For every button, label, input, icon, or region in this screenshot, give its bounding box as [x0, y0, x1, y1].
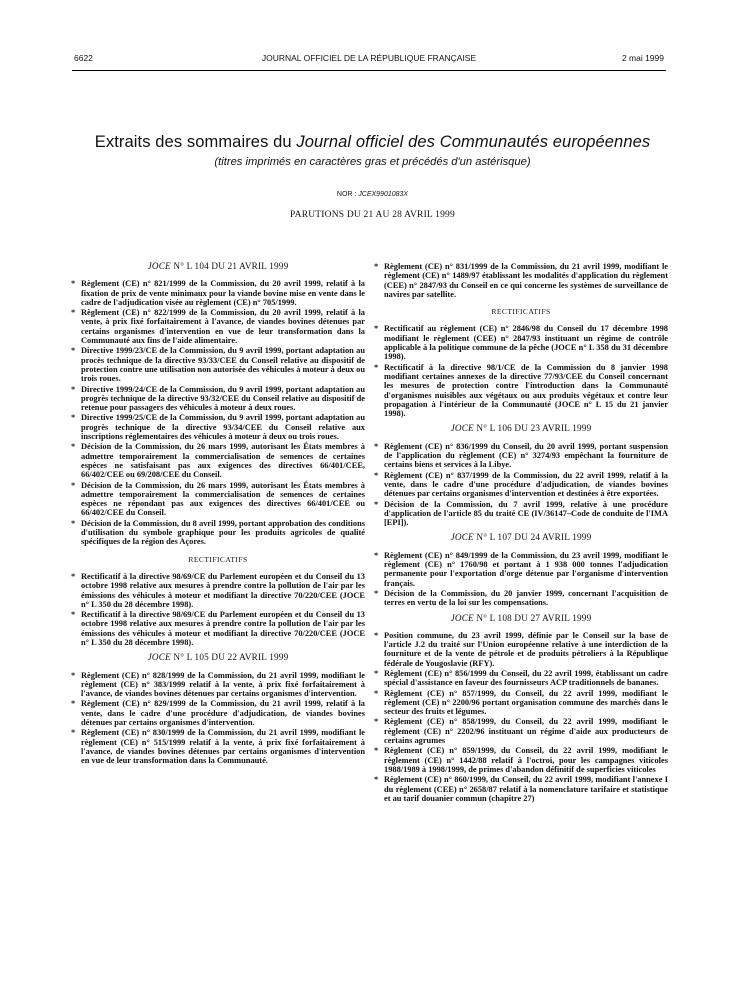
asterisk-icon: *: [71, 442, 76, 452]
list-item-text: Décision de la Commission, du 8 avril 1999, portant approbation des conditions d'utilisation du symbole graphique pour les produits agricoles de qualité spécifiques de la région des Açores.: [81, 518, 365, 547]
list-item: [374, 717, 668, 745]
joce-label: JOCE: [450, 423, 474, 434]
list-item-text: Règlement (CE) n° 836/1999 du Conseil, du 20 avril 1999, portant suspension de l'application du règlement (CE) n° 3274/93 empêchant la fourniture de certains biens et services à la Libye.: [384, 441, 668, 470]
section-heading-l106: [374, 424, 668, 433]
asterisk-icon: *: [71, 571, 76, 581]
list-item-text: Règlement (CE) n° 828/1999 de la Commission, du 21 avril 1999, modifiant le règlement (CE) n° 383/1999 relatif à la vente, à prix fixé forfaitairement à l'avance, de viandes bovines détenues par certains organismes d'intervention.: [81, 670, 365, 699]
list-item: [374, 669, 668, 688]
list-item-text: Règlement (CE) n° 831/1999 de la Commission, du 21 avril 1999, modifiant le règlement (CE) n° 1489/97 établissant les modalités d'application du règlement (CEE) n° 2847/93 du Conseil en ce qui concerne les systèmes de surveillance de navires par satellite.: [384, 262, 668, 299]
nor-code: JCEX9901083X: [358, 191, 409, 198]
page-title: [80, 133, 665, 152]
asterisk-icon: *: [374, 262, 379, 271]
header-rule: [72, 70, 666, 71]
asterisk-icon: *: [71, 384, 76, 394]
asterisk-icon: *: [71, 670, 76, 680]
asterisk-icon: *: [374, 588, 379, 598]
list-item: [71, 610, 365, 647]
list-item: [71, 385, 365, 413]
list-item: [374, 589, 668, 608]
rectificatifs-heading: RECTIFICATIFS: [491, 307, 551, 317]
list-item-text: Décision de la Commission, du 26 mars 1999, autorisant les États membres à admettre temporairement la commercialisation de semences de certaines espèces ne satisfaisant pas aux exigences des directives 66/401/CEE, 66/402/CEE ou 69/208/CEE du Conseil.: [81, 442, 365, 480]
list-item: [374, 471, 668, 499]
page-number: 6622: [74, 53, 93, 63]
list-item: [71, 728, 365, 765]
list-item: [374, 442, 668, 470]
asterisk-icon: *: [71, 728, 76, 738]
asterisk-icon: *: [71, 480, 76, 490]
list-item: [374, 689, 668, 717]
list-item: [71, 308, 365, 345]
list-item: [71, 413, 365, 441]
asterisk-icon: *: [374, 717, 379, 727]
list-item-text: Directive 1999/23/CE de la Commission, du 9 avril 1999, portant adaptation au procès technique de la directive 93/33/CEE du Conseil relative au dispositif de protection contre une utilisation non autorisée des véhicules à moteur à deux ou trois roues.: [81, 346, 365, 384]
page-title-journal: Journal officiel des Communautés européennes: [296, 133, 651, 151]
asterisk-icon: *: [374, 746, 379, 756]
list-item: [374, 775, 668, 803]
parutions-heading: PARUTIONS DU 21 AU 28 AVRIL 1999: [290, 210, 455, 220]
list-item: [374, 631, 668, 668]
asterisk-icon: *: [374, 775, 379, 785]
list-item: [374, 262, 668, 299]
list-item: [374, 363, 668, 419]
asterisk-icon: *: [374, 550, 379, 560]
list-item-text: Directive 1999/24/CE de la Commission, du 9 avril 1999, portant adaptation au progrès technique de la directive 93/32/CEE du Conseil relative au dispositif de retenue pour passagers des véhicules à moteur à deux roues.: [81, 384, 365, 413]
list-item: [71, 481, 365, 518]
section-heading-text: N° L 105 DU 22 AVRIL 1999: [170, 652, 289, 663]
section-heading-text: N° L 104 DU 21 AVRIL 1999: [170, 261, 289, 271]
list-item-text: Règlement (CE) n° 822/1999 de la Commission, du 20 avril 1999, relatif à la vente, à prix fixé forfaitairement à l'avance, de viandes bovines détenues par certains organismes d'intervention en vue de leur transformation dans la Communauté aux fins de l'aide alimentaire.: [81, 308, 365, 346]
section-heading-l105: [71, 653, 365, 662]
asterisk-icon: *: [374, 324, 379, 334]
asterisk-icon: *: [71, 413, 76, 423]
list-item: [374, 500, 668, 528]
journal-title: JOURNAL OFFICIEL DE LA RÉPUBLIQUE FRANÇAISE: [261, 53, 477, 63]
section-heading-text: N° L 108 DU 27 AVRIL 1999: [473, 612, 592, 623]
list-item-text: Règlement (CE) n° 830/1999 de la Commission, du 21 avril 1999, modifiant le règlement (CE) n° 515/1999 relatif à la vente, à prix fixé forfaitairement à l'avance, de viandes bovines détenues par certains organismes d'intervention en vue de leur transformation dans la Communauté.: [81, 728, 365, 766]
list-item-text: Rectificatif à la directive 98/1/CE de la Commission du 8 janvier 1998 modifiant certaines annexes de la directive 77/93/CEE du Conseil concernant les mesures de protection contre l'introduction dans la Communauté d'organismes nuisibles aux végétaux ou aux produits végétaux et contre leur propagation à l'intérieur de la Communauté (JOCE n° L 15 du 21 janvier 1998).: [384, 362, 668, 419]
asterisk-icon: *: [71, 610, 76, 620]
section-heading-l104: [71, 262, 365, 271]
list-item-text: Règlement (CE) n° 849/1999 de la Commission, du 23 avril 1999, modifiant le règlement (CE) n° 1760/98 et portant à 1 938 000 tonnes l'adjudication permanente pour l'exportation d'orge détenue par l'organisme d'intervention français.: [384, 550, 668, 588]
page-subtitle: (titres imprimés en caractères gras et précédés d'un astérisque): [214, 156, 531, 168]
nor-reference: [80, 191, 665, 198]
asterisk-icon: *: [71, 308, 76, 318]
asterisk-icon: *: [374, 441, 379, 451]
list-item-text: Règlement (CE) n° 837/1999 de la Commission, du 22 avril 1999, relatif à la vente, dans le cadre d'une procédure d'adjudication, de viandes bovines détenues par certains organismes d'intervention et destinées à être exportées.: [384, 470, 668, 499]
list-item: [71, 671, 365, 699]
list-item: [71, 519, 365, 547]
section-heading-l107: [374, 533, 668, 542]
list-item-text: Décision de la Commission, du 20 janvier 1999, concernant l'acquisition de terres en vertu de la loi sur les compensations.: [384, 588, 668, 608]
list-item-text: Règlement (CE) n° 856/1999 du Conseil, du 22 avril 1999, établissant un cadre spécial d'assistance en faveur des fournisseurs ACP traditionnels de bananes.: [384, 668, 668, 688]
list-item-text: Règlement (CE) n° 859/1999, du Conseil, du 22 avril 1999, modifiant le règlement (CE) n° 1442/88 relatif à l'octroi, pour les campagnes viticoles 1988/1989 à 1998/1999, de primes d'abandon définitif de superficies viticoles: [384, 746, 668, 774]
list-item: [374, 746, 668, 774]
list-item-text: Décision de la Commission, du 26 mars 1999, autorisant les États membres à admettre temporairement la commercialisation de semences de certaines espèces ne répondant pas aux exigences des directives 66/401/CEE ou 66/402/CEE du Conseil.: [81, 480, 365, 518]
asterisk-icon: *: [374, 470, 379, 480]
asterisk-icon: *: [374, 362, 379, 372]
list-item-text: Règlement (CE) n° 829/1999 de la Commission, du 21 avril 1999, relatif à la vente, dans le cadre d'une procédure d'adjudication, de viandes bovines détenues par certains organismes d'intervention.: [81, 699, 365, 728]
section-heading-l108: [374, 614, 668, 623]
issue-date: 2 mai 1999: [621, 53, 664, 63]
list-item-text: Rectificatif à la directive 98/69/CE du Parlement européen et du Conseil du 13 octobre 1998 relative aux mesures à prendre contre la pollution de l'air par les émissions des véhicules à moteur et modifiant la directive 70/220/CEE (JOCE n° L 350 du 28 décembre 1998).: [81, 571, 365, 609]
list-item: [71, 279, 365, 307]
list-item-text: Règlement (CE) n° 858/1999, du Conseil, du 22 avril 1999, modifiant le règlement (CE) n° 2202/96 instituant un régime d'aide aux producteurs de certains agrumes: [384, 717, 668, 746]
list-item: [71, 699, 365, 727]
list-item: [71, 572, 365, 609]
list-item: [374, 324, 668, 361]
list-item: [71, 442, 365, 479]
joce-label: JOCE: [147, 652, 171, 663]
list-item: [374, 551, 668, 588]
section-heading-text: N° L 107 DU 24 AVRIL 1999: [473, 532, 592, 543]
asterisk-icon: *: [374, 688, 379, 698]
asterisk-icon: *: [71, 346, 76, 356]
asterisk-icon: *: [374, 668, 379, 678]
asterisk-icon: *: [374, 499, 379, 509]
asterisk-icon: *: [71, 518, 76, 528]
left-column: [71, 258, 365, 767]
list-item-text: Rectificatif au règlement (CE) n° 2846/98 du Conseil du 17 décembre 1998 modifiant le règlement (CEE) n° 2847/93 instituant un régime de contrôle applicable à la politique commune de la pêche (JOCE n° L 358 du 31 décembre 1998).: [384, 324, 668, 362]
list-item-text: Position commune, du 23 avril 1999, définie par le Conseil sur la base de l'article J.2 du traité sur l'Union européenne relative à une interdiction de la fourniture et de la vente de pétrole et de produits pétroliers à la République fédérale de Yougoslavie (RFY).: [384, 630, 668, 668]
list-item-text: Directive 1999/25/CE de la Commission, du 9 avril 1999, portant adaptation au progrès technique de la directive 93/34/CEE du Conseil relative aux inscriptions réglementaires des véhicules à moteur à deux ou trois roues.: [81, 413, 365, 442]
list-item-text: Rectificatif à la directive 98/69/CE du Parlement européen et du Conseil du 13 octobre 1998 relative aux mesures à prendre contre la pollution de l'air par les émissions des véhicules à moteur et modifiant la directive 70/220/CEE (JOCE n° L 350 du 28 décembre 1998).: [81, 610, 365, 647]
asterisk-icon: *: [71, 699, 76, 709]
running-header: [72, 51, 666, 67]
list-item: [71, 346, 365, 383]
page-title-prefix: Extraits des sommaires du: [94, 133, 297, 151]
list-item-text: Règlement (CE) n° 857/1999, du Conseil, du 22 avril 1999, modifiant le règlement (CE) n° 2200/96 portant organisation commune des marchés dans le secteur des fruits et légumes.: [384, 688, 668, 717]
list-item-text: Règlement (CE) n° 860/1999, du Conseil, du 22 avril 1999, modifiant l'annexe I du règlement (CEE) n° 2658/87 relatif à la nomenclature tarifaire et statistique et au tarif douanier commun (chapitre 27): [384, 775, 668, 803]
asterisk-icon: *: [374, 630, 379, 640]
section-heading-text: N° L 106 DU 23 AVRIL 1999: [473, 423, 592, 434]
list-item-text: Règlement (CE) n° 821/1999 de la Commission, du 20 avril 1999, relatif à la fixation de prix de vente minimaux pour la viande bovine mise en vente dans le cadre de l'adjudication visée au règlement (CE) n° 705/1999.: [81, 279, 365, 307]
joce-label: JOCE: [147, 261, 171, 271]
nor-label: NOR :: [336, 191, 359, 198]
joce-label: JOCE: [450, 612, 474, 623]
right-column: [374, 262, 668, 804]
list-item-text: Décision de la Commission, du 7 avril 1999, relative à une procédure d'application de l'article 85 du traité CE (IV/36147–Code de conduite de l'IMA [EPI]).: [384, 499, 668, 528]
joce-label: JOCE: [450, 532, 474, 543]
rectificatifs-heading: RECTIFICATIFS: [188, 554, 248, 564]
asterisk-icon: *: [71, 279, 76, 289]
